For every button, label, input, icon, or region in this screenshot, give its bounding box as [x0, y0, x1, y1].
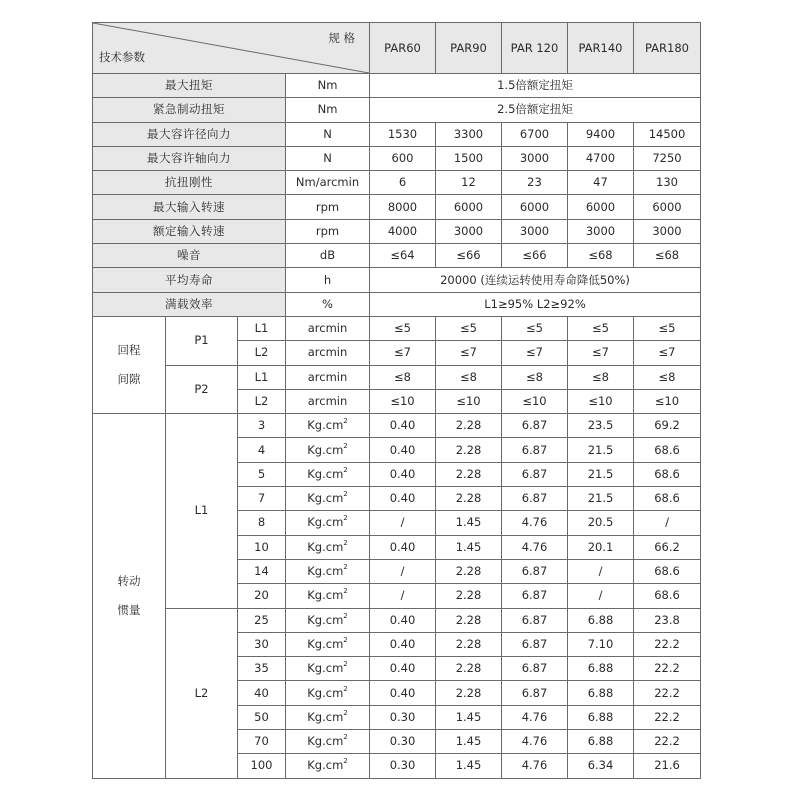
inertia-unit: [286, 730, 370, 754]
inertia-value: 0.40: [370, 657, 436, 681]
inertia-label: [93, 414, 166, 778]
inertia-unit-base: Kg.cm: [307, 418, 344, 433]
inertia-unit: [286, 462, 370, 486]
inertia-ratio: 20: [238, 584, 286, 608]
inertia-value: 6.87: [502, 608, 568, 632]
inertia-unit: [286, 438, 370, 462]
inertia-value: 0.40: [370, 681, 436, 705]
param-row: [93, 122, 701, 146]
inertia-value: 23.8: [634, 608, 701, 632]
inertia-value: 0.30: [370, 754, 436, 778]
param-row: [93, 98, 701, 122]
inertia-unit: [286, 754, 370, 778]
inertia-unit-sup: 2: [343, 538, 348, 547]
backlash-value: ≤10: [370, 389, 436, 413]
inertia-value: 0.40: [370, 414, 436, 438]
inertia-value: 23.5: [568, 414, 634, 438]
param-value: 23: [502, 171, 568, 195]
inertia-value: 20.1: [568, 535, 634, 559]
inertia-unit-sup: 2: [343, 733, 348, 742]
inertia-value: 6.88: [568, 657, 634, 681]
inertia-value: 4.76: [502, 754, 568, 778]
backlash-unit: arcmin: [286, 341, 370, 365]
param-unit: rpm: [286, 195, 370, 219]
inertia-value: 6.87: [502, 438, 568, 462]
inertia-value: 21.5: [568, 438, 634, 462]
backlash-label-line2: 间隙: [117, 372, 141, 387]
param-value: 3000: [568, 219, 634, 243]
inertia-ratio: 3: [238, 414, 286, 438]
param-name: 平均寿命: [93, 268, 286, 292]
inertia-value: /: [568, 584, 634, 608]
inertia-value: /: [370, 511, 436, 535]
inertia-unit-sup: 2: [343, 611, 348, 620]
param-unit: %: [286, 292, 370, 316]
inertia-value: 1.45: [436, 754, 502, 778]
param-merged-value: L1≥95% L2≥92%: [370, 292, 701, 316]
inertia-value: /: [634, 511, 701, 535]
backlash-value: ≤7: [436, 341, 502, 365]
inertia-unit-base: Kg.cm: [307, 539, 344, 554]
backlash-unit: arcmin: [286, 365, 370, 389]
param-value: ≤66: [502, 244, 568, 268]
inertia-value: /: [370, 559, 436, 583]
inertia-value: 6.88: [568, 705, 634, 729]
param-unit: rpm: [286, 219, 370, 243]
param-value: ≤66: [436, 244, 502, 268]
backlash-value: ≤8: [634, 365, 701, 389]
inertia-unit-base: Kg.cm: [307, 734, 344, 749]
param-value: 3300: [436, 122, 502, 146]
param-unit: Nm/arcmin: [286, 171, 370, 195]
inertia-unit: [286, 414, 370, 438]
inertia-value: 4.76: [502, 705, 568, 729]
param-name: 最大输入转速: [93, 195, 286, 219]
backlash-row: [93, 365, 701, 389]
inertia-value: 21.6: [634, 754, 701, 778]
inertia-value: 2.28: [436, 632, 502, 656]
spec-label: 规 格: [328, 31, 355, 45]
param-name: 额定输入转速: [93, 219, 286, 243]
param-unit: h: [286, 268, 370, 292]
inertia-value: 2.28: [436, 438, 502, 462]
inertia-label-line2: 惯量: [117, 602, 141, 617]
inertia-value: 2.28: [436, 487, 502, 511]
inertia-value: 6.87: [502, 657, 568, 681]
inertia-value: 4.76: [502, 730, 568, 754]
inertia-unit-sup: 2: [343, 490, 348, 499]
inertia-value: 6.87: [502, 487, 568, 511]
param-name: 紧急制动扭矩: [93, 98, 286, 122]
backlash-label: [93, 316, 166, 413]
inertia-value: 2.28: [436, 681, 502, 705]
param-row: [93, 292, 701, 316]
param-value: 1530: [370, 122, 436, 146]
inertia-value: 0.40: [370, 608, 436, 632]
param-name: 最大容许轴向力: [93, 146, 286, 170]
param-value: 4000: [370, 219, 436, 243]
inertia-value: 2.28: [436, 414, 502, 438]
backlash-value: ≤5: [436, 316, 502, 340]
backlash-value: ≤8: [370, 365, 436, 389]
backlash-value: ≤5: [568, 316, 634, 340]
backlash-unit: arcmin: [286, 389, 370, 413]
param-value: ≤68: [568, 244, 634, 268]
inertia-value: 6.87: [502, 559, 568, 583]
param-value: 8000: [370, 195, 436, 219]
backlash-value: ≤10: [502, 389, 568, 413]
backlash-row: [93, 316, 701, 340]
inertia-value: 22.2: [634, 632, 701, 656]
model-header: PAR180: [634, 23, 701, 74]
inertia-value: 66.2: [634, 535, 701, 559]
inertia-value: 68.6: [634, 559, 701, 583]
inertia-unit: [286, 632, 370, 656]
inertia-ratio: 70: [238, 730, 286, 754]
inertia-value: 2.28: [436, 608, 502, 632]
inertia-ratio: 4: [238, 438, 286, 462]
inertia-value: 68.6: [634, 487, 701, 511]
param-row: [93, 146, 701, 170]
model-header: PAR90: [436, 23, 502, 74]
inertia-value: 69.2: [634, 414, 701, 438]
inertia-unit-sup: 2: [343, 587, 348, 596]
backlash-value: ≤10: [568, 389, 634, 413]
param-value: 3000: [502, 219, 568, 243]
inertia-value: 0.40: [370, 632, 436, 656]
inertia-unit-base: Kg.cm: [307, 442, 344, 457]
inertia-ratio: 10: [238, 535, 286, 559]
param-value: 6000: [568, 195, 634, 219]
param-value: 1500: [436, 146, 502, 170]
inertia-value: 4.76: [502, 511, 568, 535]
backlash-value: ≤7: [370, 341, 436, 365]
param-row: [93, 195, 701, 219]
inertia-unit-sup: 2: [343, 708, 348, 717]
inertia-value: 0.40: [370, 487, 436, 511]
param-value: 6000: [436, 195, 502, 219]
inertia-value: 6.88: [568, 681, 634, 705]
model-header: PAR 120: [502, 23, 568, 74]
inertia-stage: L1: [166, 414, 238, 608]
param-value: 3000: [436, 219, 502, 243]
inertia-unit-sup: 2: [343, 660, 348, 669]
inertia-value: 6.88: [568, 730, 634, 754]
param-value: 6000: [502, 195, 568, 219]
inertia-value: 22.2: [634, 657, 701, 681]
inertia-value: 7.10: [568, 632, 634, 656]
backlash-value: ≤7: [568, 341, 634, 365]
param-name: 抗扭刚性: [93, 171, 286, 195]
inertia-unit-sup: 2: [343, 635, 348, 644]
inertia-unit-sup: 2: [343, 757, 348, 766]
backlash-value: ≤5: [502, 316, 568, 340]
inertia-value: 4.76: [502, 535, 568, 559]
backlash-grade: P2: [166, 365, 238, 414]
inertia-unit: [286, 535, 370, 559]
param-value: 6000: [634, 195, 701, 219]
param-row: [93, 244, 701, 268]
inertia-unit-sup: 2: [343, 465, 348, 474]
backlash-label-line1: 回程: [117, 343, 141, 358]
backlash-value: ≤10: [634, 389, 701, 413]
param-value: ≤64: [370, 244, 436, 268]
inertia-value: 21.5: [568, 487, 634, 511]
inertia-ratio: 8: [238, 511, 286, 535]
inertia-unit: [286, 511, 370, 535]
inertia-unit-base: Kg.cm: [307, 612, 344, 627]
param-value: 4700: [568, 146, 634, 170]
param-value: 6: [370, 171, 436, 195]
inertia-value: 0.30: [370, 730, 436, 754]
backlash-grade: P1: [166, 316, 238, 365]
param-name: 满载效率: [93, 292, 286, 316]
inertia-unit-base: Kg.cm: [307, 588, 344, 603]
inertia-row: [93, 414, 701, 438]
param-row: [93, 219, 701, 243]
inertia-ratio: 14: [238, 559, 286, 583]
inertia-unit: [286, 559, 370, 583]
param-label: 技术参数: [99, 50, 145, 64]
inertia-value: 2.28: [436, 584, 502, 608]
inertia-value: 6.88: [568, 608, 634, 632]
inertia-unit-base: Kg.cm: [307, 709, 344, 724]
inertia-unit-sup: 2: [343, 514, 348, 523]
model-header: PAR140: [568, 23, 634, 74]
inertia-value: 20.5: [568, 511, 634, 535]
param-unit: Nm: [286, 98, 370, 122]
inertia-value: 1.45: [436, 705, 502, 729]
inertia-unit-base: Kg.cm: [307, 758, 344, 773]
backlash-value: ≤5: [634, 316, 701, 340]
param-name: 最大容许径向力: [93, 122, 286, 146]
param-value: 47: [568, 171, 634, 195]
param-unit: Nm: [286, 74, 370, 98]
inertia-ratio: 7: [238, 487, 286, 511]
inertia-unit-sup: 2: [343, 563, 348, 572]
param-unit: N: [286, 146, 370, 170]
inertia-value: 22.2: [634, 730, 701, 754]
inertia-value: 0.40: [370, 438, 436, 462]
inertia-unit: [286, 487, 370, 511]
inertia-unit: [286, 657, 370, 681]
param-value: 3000: [634, 219, 701, 243]
param-value: 12: [436, 171, 502, 195]
inertia-unit-base: Kg.cm: [307, 685, 344, 700]
inertia-row: [93, 608, 701, 632]
inertia-value: 6.87: [502, 414, 568, 438]
backlash-value: ≤7: [634, 341, 701, 365]
inertia-value: 21.5: [568, 462, 634, 486]
param-row: [93, 171, 701, 195]
param-value: 14500: [634, 122, 701, 146]
inertia-value: 0.40: [370, 535, 436, 559]
inertia-value: 0.40: [370, 462, 436, 486]
inertia-unit-base: Kg.cm: [307, 491, 344, 506]
param-merged-value: 1.5倍额定扭矩: [370, 74, 701, 98]
inertia-value: 68.6: [634, 438, 701, 462]
inertia-unit-base: Kg.cm: [307, 636, 344, 651]
inertia-unit-base: Kg.cm: [307, 564, 344, 579]
inertia-stage: L2: [166, 608, 238, 778]
param-unit: N: [286, 122, 370, 146]
inertia-value: 2.28: [436, 657, 502, 681]
inertia-label-line1: 转动: [117, 573, 141, 588]
inertia-value: 2.28: [436, 559, 502, 583]
inertia-unit: [286, 681, 370, 705]
param-value: ≤68: [634, 244, 701, 268]
param-name: 最大扭矩: [93, 74, 286, 98]
inertia-unit: [286, 608, 370, 632]
inertia-value: 2.28: [436, 462, 502, 486]
inertia-ratio: 40: [238, 681, 286, 705]
param-row: [93, 74, 701, 98]
backlash-value: ≤8: [502, 365, 568, 389]
inertia-unit-sup: 2: [343, 684, 348, 693]
param-name: 噪音: [93, 244, 286, 268]
inertia-value: 6.87: [502, 681, 568, 705]
backlash-unit: arcmin: [286, 316, 370, 340]
header-corner-cell: [93, 23, 370, 74]
param-value: 600: [370, 146, 436, 170]
inertia-unit: [286, 584, 370, 608]
inertia-ratio: 5: [238, 462, 286, 486]
inertia-value: /: [370, 584, 436, 608]
inertia-value: 22.2: [634, 681, 701, 705]
inertia-unit-base: Kg.cm: [307, 515, 344, 530]
param-unit: dB: [286, 244, 370, 268]
inertia-unit-sup: 2: [343, 417, 348, 426]
inertia-ratio: 25: [238, 608, 286, 632]
inertia-unit-base: Kg.cm: [307, 661, 344, 676]
param-merged-value: 2.5倍额定扭矩: [370, 98, 701, 122]
inertia-value: 6.34: [568, 754, 634, 778]
inertia-value: 0.30: [370, 705, 436, 729]
inertia-value: 1.45: [436, 730, 502, 754]
param-merged-value: 20000 (连续运转使用寿命降低50%): [370, 268, 701, 292]
inertia-ratio: 30: [238, 632, 286, 656]
backlash-value: ≤8: [568, 365, 634, 389]
inertia-ratio: 50: [238, 705, 286, 729]
header-row: [93, 23, 701, 74]
inertia-value: 1.45: [436, 511, 502, 535]
model-header: PAR60: [370, 23, 436, 74]
inertia-value: 6.87: [502, 462, 568, 486]
inertia-value: 6.87: [502, 632, 568, 656]
inertia-value: 68.6: [634, 462, 701, 486]
backlash-stage: L2: [238, 341, 286, 365]
param-row: [93, 268, 701, 292]
inertia-value: /: [568, 559, 634, 583]
backlash-value: ≤8: [436, 365, 502, 389]
inertia-value: 68.6: [634, 584, 701, 608]
backlash-stage: L2: [238, 389, 286, 413]
inertia-value: 6.87: [502, 584, 568, 608]
param-value: 7250: [634, 146, 701, 170]
backlash-value: ≤10: [436, 389, 502, 413]
backlash-value: ≤7: [502, 341, 568, 365]
inertia-ratio: 35: [238, 657, 286, 681]
inertia-unit-base: Kg.cm: [307, 466, 344, 481]
inertia-value: 22.2: [634, 705, 701, 729]
spec-table: [92, 22, 701, 779]
param-value: 3000: [502, 146, 568, 170]
param-value: 9400: [568, 122, 634, 146]
param-value: 130: [634, 171, 701, 195]
inertia-value: 1.45: [436, 535, 502, 559]
backlash-stage: L1: [238, 365, 286, 389]
backlash-stage: L1: [238, 316, 286, 340]
inertia-ratio: 100: [238, 754, 286, 778]
inertia-unit: [286, 705, 370, 729]
param-value: 6700: [502, 122, 568, 146]
backlash-value: ≤5: [370, 316, 436, 340]
inertia-unit-sup: 2: [343, 441, 348, 450]
